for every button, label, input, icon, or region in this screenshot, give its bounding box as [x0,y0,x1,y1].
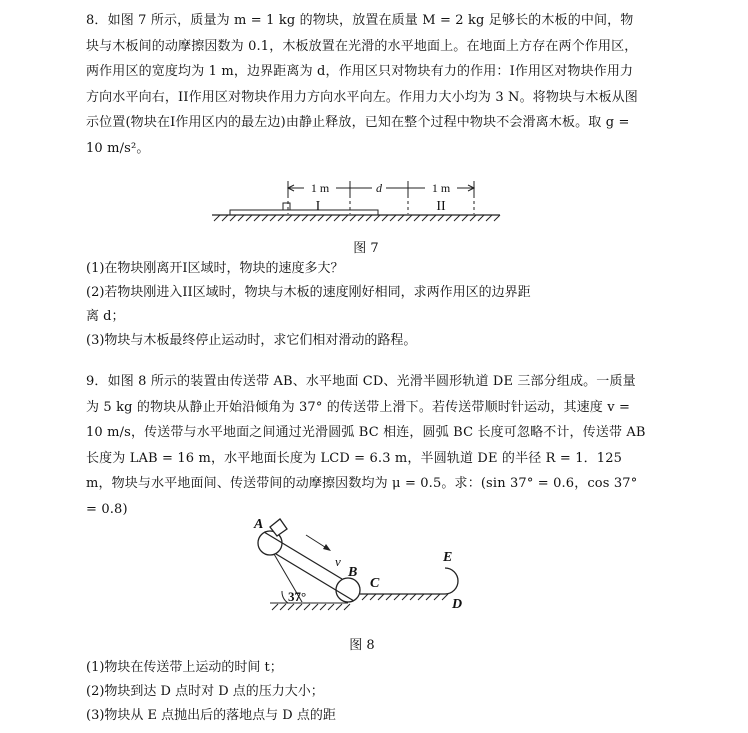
p9-question-3: (3)物块从 E 点抛出后的落地点与 D 点的距 [86,708,336,723]
fig8-support-hatching [272,604,350,610]
fig7-region-2: II [436,199,446,214]
p8-question-3: (3)物块与木板最终停止运动时，求它们相对滑动的路程。 [86,333,417,348]
fig7-region-1: I [315,199,321,214]
problem-8-text: 8．如图 7 所示，质量为 m = 1 kg 的物块，放置在质量 M = 2 kg 足够长的木板的中间，物块与木板间的动摩擦因数为 0.1，木板放置在光滑的水平地面上。在地面上方存在两个作用区，两作用区的宽度均为 1 m，边界距离为 d，作用区只对物块有力的作用：I作用区对物块作用力方向水平向右，II作用区对物块作用力方向水平向左。作用力大小均为 3 N。将物块与木板从图示位置(物块在I作用区内的最左边)由静止释放，已知在整个过程中物块不会滑离木板。取 g = 10 m/s²。 [86,13,638,156]
fig8-label-d: D [452,597,463,612]
p9-question-2: (2)物块到达 D 点时对 D 点的压力大小； [86,684,324,699]
p8-question-2: (2)若物块刚进入II区域时，物块与木板的速度刚好相同，求两作用区的边界距 [86,285,531,300]
fig7-width-label-2: 1 m [431,181,451,195]
fig8-label-v: v [335,554,341,569]
fig8-label-e: E [443,550,453,565]
fig8-angle-label: 37° [288,589,307,604]
fig8-label-b: B [348,565,358,580]
figure-8-caption: 图 8 [349,638,375,653]
figure-7-caption: 图 7 [353,241,379,256]
figure-8 [240,508,480,620]
fig8-ground-hatching [362,594,448,600]
p8-question-1: (1)在物块刚离开I区域时，物块的速度多大？ [86,261,344,276]
p8-question-2-cont: 离 d； [86,309,125,324]
fig8-label-c: C [370,576,380,591]
fig7-distance-label: d [376,181,382,195]
figure-7 [200,170,520,230]
p9-question-1: (1)物块在传送带上运动的时间 t； [86,660,283,675]
fig7-width-label-1: 1 m [310,181,330,195]
fig8-label-a: A [254,517,264,532]
ground-hatching [214,215,500,221]
problem-9-text: 9．如图 8 所示的装置由传送带 AB、水平地面 CD、光滑半圆形轨道 DE 三部分组成。一质量为 5 kg 的物块从静止开始沿倾角为 37° 的传送带上滑下。若传送带顺时针运动，其速度 v = 10 m/s，传送带与水平地面之间通过光滑圆弧 BC 相连，圆弧 BC 长度可忽略不计，传送带 AB 长度为 LAB = 16 m，水平地面长度为 LCD = 6.3 m，半圆轨道 DE 的半径 R = 1．125 m，物块与水平地面间、传送带间的动摩擦因数均为 μ = 0.5。求：(sin 37° = 0.6，cos 37° = 0.8) [86,374,646,517]
